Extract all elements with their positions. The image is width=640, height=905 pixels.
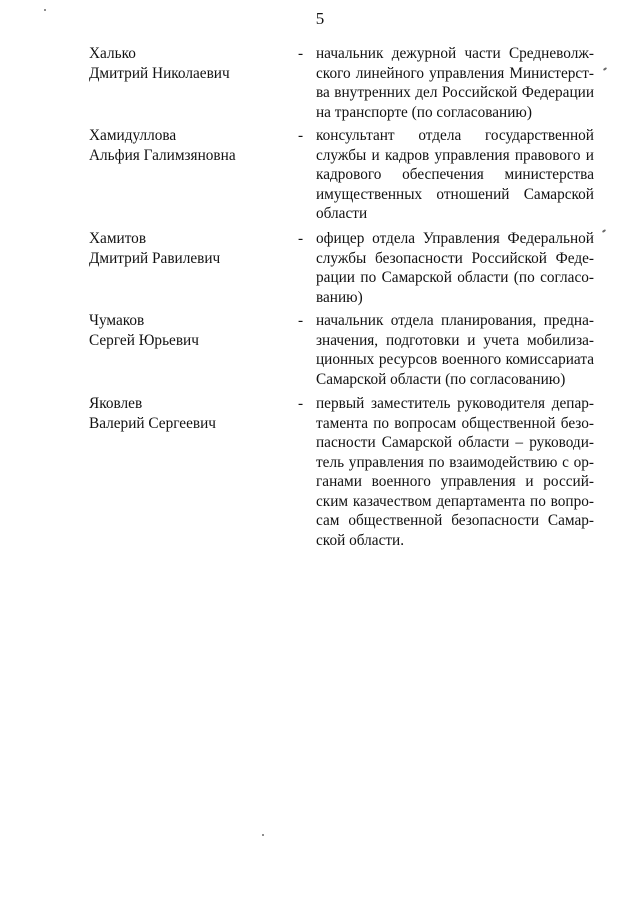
- position-description: [316, 311, 594, 389]
- scan-speck: [262, 834, 264, 836]
- description-line: рации по Самарской области (по согласо-: [316, 269, 594, 286]
- dash: -: [298, 45, 304, 62]
- person-name: [89, 394, 289, 433]
- description-line: ским казачеством департамента по вопро-: [316, 492, 594, 510]
- surname: Яковлев: [89, 395, 143, 412]
- page-number: 5: [315, 9, 325, 28]
- position-description: [316, 394, 594, 550]
- scan-speck: [44, 9, 46, 11]
- description-line: на транспорте (по согласованию): [316, 103, 532, 121]
- dash: -: [298, 395, 304, 412]
- description-line: ва внутренних дел Российской Федерации: [316, 84, 594, 101]
- description-line: ванию): [316, 288, 363, 306]
- description-line: пасности Самарской области – руководи-: [316, 434, 594, 451]
- description-line: ского линейного управления Министерст-: [316, 64, 594, 82]
- description-line: службы безопасности Российской Феде-: [316, 249, 594, 267]
- description-line: имущественных отношений Самарской: [316, 185, 594, 203]
- description-line: области: [316, 205, 368, 222]
- description-line: службы и кадров управления правового и: [316, 146, 594, 164]
- surname: Хамидуллова: [89, 127, 177, 144]
- description-line: офицер отдела Управления Федеральной: [316, 230, 594, 247]
- dash: -: [298, 312, 304, 329]
- position-description: [316, 229, 594, 307]
- description-line: первый заместитель руководителя депар-: [316, 395, 594, 412]
- dash: -: [298, 127, 304, 144]
- description-line: Самарской области (по согласованию): [316, 370, 566, 388]
- description-line: значения, подготовки и учета мобилиза-: [316, 331, 594, 349]
- description-line: начальник дежурной части Средневолж-: [316, 45, 594, 62]
- description-line: тель управления по взаимодействию с ор-: [316, 453, 594, 471]
- given-names: Валерий Сергеевич: [89, 414, 216, 432]
- position-description: [316, 126, 594, 224]
- description-line: начальник отдела планирования, предна-: [316, 312, 594, 329]
- given-names: Дмитрий Равилевич: [89, 249, 221, 267]
- given-names: Дмитрий Николаевич: [89, 64, 230, 82]
- person-name: [89, 229, 289, 268]
- person-name: [89, 44, 289, 83]
- person-name: [89, 126, 289, 165]
- description-line: ционных ресурсов военного комиссариата: [316, 351, 594, 368]
- scan-speck: [602, 229, 606, 233]
- surname: Халько: [89, 45, 136, 62]
- scan-speck: [603, 67, 607, 71]
- description-line: сам общественной безопасности Самар-: [316, 512, 594, 529]
- given-names: Альфия Галимзяновна: [89, 146, 236, 164]
- surname: Хамитов: [89, 230, 147, 247]
- description-line: консультант отдела государственной: [316, 127, 594, 144]
- description-line: ской области.: [316, 531, 405, 549]
- position-description: [316, 44, 594, 122]
- description-line: тамента по вопросам общественной безо-: [316, 414, 594, 432]
- description-line: ганами военного управления и россий-: [316, 473, 594, 490]
- description-line: кадрового обеспечения министерства: [316, 166, 594, 183]
- surname: Чумаков: [89, 312, 145, 329]
- dash: -: [298, 230, 304, 247]
- person-name: [89, 311, 289, 350]
- given-names: Сергей Юрьевич: [89, 331, 199, 349]
